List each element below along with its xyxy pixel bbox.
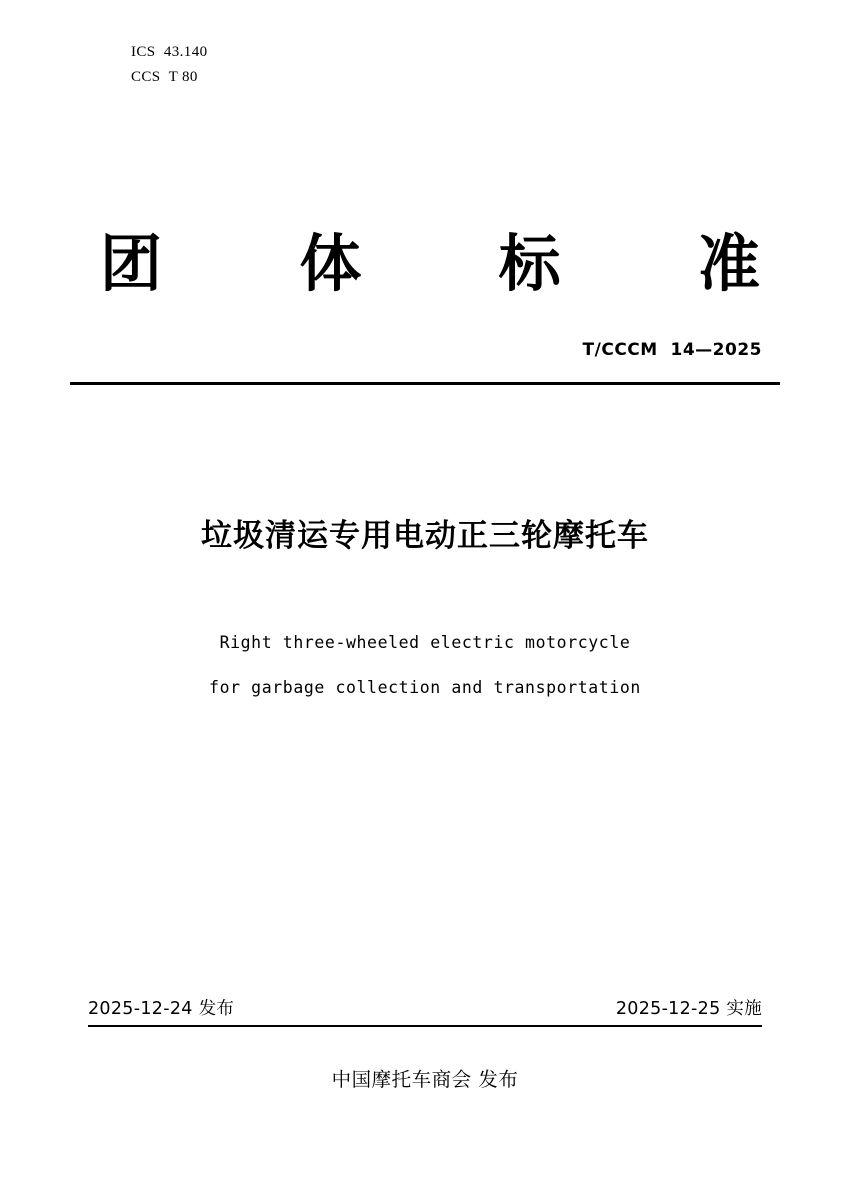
classification-codes bbox=[131, 40, 208, 90]
ics-code: ICS 43.140 bbox=[131, 44, 208, 60]
document-title-chinese: 垃圾清运专用电动正三轮摩托车 bbox=[201, 518, 649, 554]
english-title-line-2: for garbage collection and transportation bbox=[209, 678, 641, 697]
effective-date: 2025-12-25 实施 bbox=[615, 999, 762, 1019]
heading-char-3: 标 bbox=[498, 227, 561, 300]
header-divider bbox=[70, 382, 780, 385]
standard-type-heading bbox=[100, 228, 760, 300]
english-title-line-1: Right three-wheeled electric motorcycle bbox=[219, 633, 631, 652]
heading-char-2: 体 bbox=[299, 227, 362, 300]
footer-divider bbox=[88, 1025, 762, 1027]
document-title-english bbox=[0, 620, 850, 710]
heading-char-4: 准 bbox=[697, 227, 760, 300]
ccs-code: CCS T 80 bbox=[131, 69, 198, 85]
footer-dates bbox=[88, 995, 762, 1020]
issue-date: 2025-12-24 发布 bbox=[88, 999, 235, 1019]
heading-char-1: 团 bbox=[100, 227, 163, 300]
standard-number: T/CCCM 14—2025 bbox=[582, 340, 762, 360]
publisher-name: 中国摩托车商会 发布 bbox=[331, 1068, 519, 1091]
